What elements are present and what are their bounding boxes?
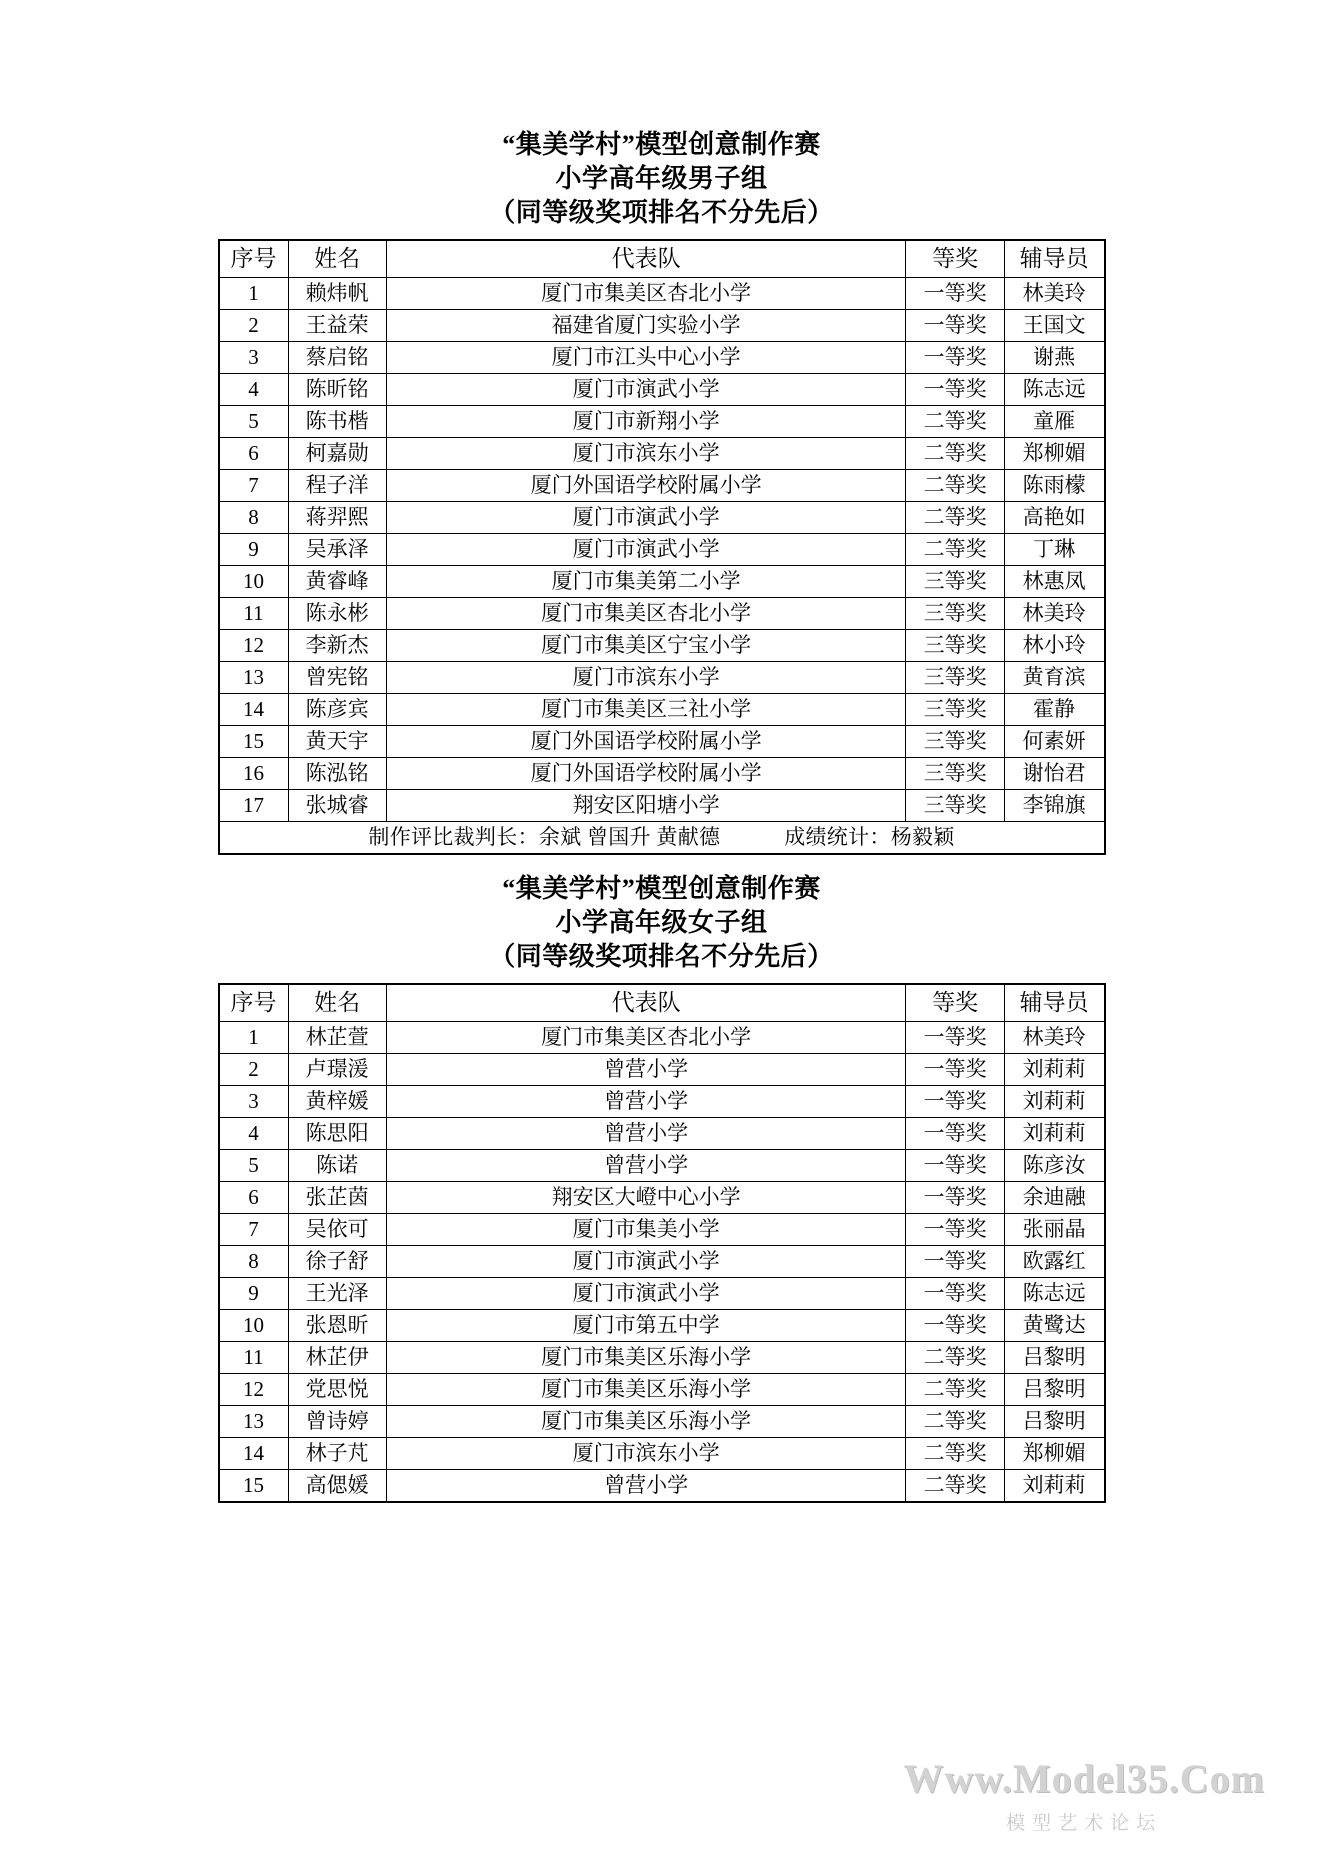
table-row xyxy=(219,1342,1105,1374)
cell-team: 厦门市集美区乐海小学 xyxy=(386,1406,906,1438)
table-row xyxy=(219,566,1105,598)
cell-award: 一等奖 xyxy=(906,1182,1004,1214)
column-header-name: 姓名 xyxy=(288,984,386,1022)
cell-award: 一等奖 xyxy=(906,1054,1004,1086)
cell-coach: 陈志远 xyxy=(1004,374,1104,406)
cell-name: 高偲媛 xyxy=(288,1470,386,1503)
cell-team: 厦门市滨东小学 xyxy=(386,1438,906,1470)
cell-award: 三等奖 xyxy=(906,790,1004,822)
cell-name: 张芷茵 xyxy=(288,1182,386,1214)
cell-name: 林芷伊 xyxy=(288,1342,386,1374)
cell-no: 15 xyxy=(219,726,289,758)
cell-award: 二等奖 xyxy=(906,1374,1004,1406)
cell-team: 翔安区大嶝中心小学 xyxy=(386,1182,906,1214)
table-row xyxy=(219,694,1105,726)
cell-award: 三等奖 xyxy=(906,630,1004,662)
cell-no: 3 xyxy=(219,342,289,374)
column-header-no: 序号 xyxy=(219,984,289,1022)
cell-team: 厦门市集美小学 xyxy=(386,1214,906,1246)
cell-coach: 黄育滨 xyxy=(1004,662,1104,694)
cell-award: 三等奖 xyxy=(906,566,1004,598)
judges-footnote: 制作评比裁判长：余斌 曾国升 黄献德 成绩统计：杨毅颖 xyxy=(219,822,1105,855)
table-row xyxy=(219,1246,1105,1278)
table-row xyxy=(219,470,1105,502)
table-row xyxy=(219,1438,1105,1470)
table-row xyxy=(219,1054,1105,1086)
cell-award: 二等奖 xyxy=(906,534,1004,566)
cell-coach: 吕黎明 xyxy=(1004,1342,1104,1374)
cell-team: 曾营小学 xyxy=(386,1054,906,1086)
cell-no: 12 xyxy=(219,630,289,662)
cell-coach: 童雁 xyxy=(1004,406,1104,438)
cell-name: 李新杰 xyxy=(288,630,386,662)
table-row xyxy=(219,1022,1105,1054)
table-header xyxy=(219,984,1105,1022)
table-row xyxy=(219,278,1105,310)
cell-team: 厦门市集美区杏北小学 xyxy=(386,1022,906,1054)
table-row xyxy=(219,406,1105,438)
cell-team: 厦门市集美区乐海小学 xyxy=(386,1374,906,1406)
table-header-row xyxy=(219,240,1105,278)
cell-award: 一等奖 xyxy=(906,1246,1004,1278)
cell-no: 2 xyxy=(219,1054,289,1086)
cell-name: 柯嘉勋 xyxy=(288,438,386,470)
cell-coach: 林小玲 xyxy=(1004,630,1104,662)
cell-award: 一等奖 xyxy=(906,310,1004,342)
cell-award: 一等奖 xyxy=(906,374,1004,406)
table-row xyxy=(219,342,1105,374)
cell-coach: 谢燕 xyxy=(1004,342,1104,374)
title-line-note: （同等级奖项排名不分先后） xyxy=(489,941,834,971)
title-line-event: “集美学村”模型创意制作赛 xyxy=(502,130,821,159)
cell-coach: 丁琳 xyxy=(1004,534,1104,566)
cell-no: 14 xyxy=(219,1438,289,1470)
cell-award: 三等奖 xyxy=(906,726,1004,758)
column-header-team: 代表队 xyxy=(386,240,906,278)
cell-coach: 陈彦汝 xyxy=(1004,1150,1104,1182)
cell-team: 厦门市集美区杏北小学 xyxy=(386,598,906,630)
cell-name: 陈昕铭 xyxy=(288,374,386,406)
table-row xyxy=(219,1182,1105,1214)
cell-name: 吴承泽 xyxy=(288,534,386,566)
cell-name: 赖炜帆 xyxy=(288,278,386,310)
cell-coach: 吕黎明 xyxy=(1004,1406,1104,1438)
cell-name: 王益荣 xyxy=(288,310,386,342)
cell-coach: 吕黎明 xyxy=(1004,1374,1104,1406)
cell-award: 三等奖 xyxy=(906,758,1004,790)
cell-coach: 林美玲 xyxy=(1004,278,1104,310)
cell-team: 翔安区阳塘小学 xyxy=(386,790,906,822)
cell-team: 厦门市滨东小学 xyxy=(386,438,906,470)
cell-no: 6 xyxy=(219,438,289,470)
watermark-url: Www.Model35.Com xyxy=(903,1756,1265,1801)
cell-coach: 刘莉莉 xyxy=(1004,1118,1104,1150)
cell-team: 厦门市江头中心小学 xyxy=(386,342,906,374)
table-row xyxy=(219,1086,1105,1118)
cell-team: 厦门市集美区乐海小学 xyxy=(386,1342,906,1374)
cell-name: 陈彦宾 xyxy=(288,694,386,726)
column-header-award: 等奖 xyxy=(906,984,1004,1022)
column-header-name: 姓名 xyxy=(288,240,386,278)
cell-no: 6 xyxy=(219,1182,289,1214)
cell-no: 7 xyxy=(219,470,289,502)
cell-team: 厦门市演武小学 xyxy=(386,374,906,406)
cell-team: 厦门外国语学校附属小学 xyxy=(386,470,906,502)
cell-coach: 黄鹭达 xyxy=(1004,1310,1104,1342)
cell-team: 厦门外国语学校附属小学 xyxy=(386,758,906,790)
watermark-subtitle: 模型艺术论坛 xyxy=(1006,1813,1163,1834)
award-table-boys xyxy=(218,239,1106,855)
cell-no: 9 xyxy=(219,534,289,566)
cell-coach: 郑柳媚 xyxy=(1004,1438,1104,1470)
cell-name: 陈诺 xyxy=(288,1150,386,1182)
section-title-block xyxy=(0,128,1323,229)
cell-name: 蔡启铭 xyxy=(288,342,386,374)
table-body xyxy=(219,1022,1105,1503)
cell-name: 林芷萱 xyxy=(288,1022,386,1054)
cell-coach: 高艳如 xyxy=(1004,502,1104,534)
cell-team: 厦门市演武小学 xyxy=(386,502,906,534)
cell-award: 二等奖 xyxy=(906,438,1004,470)
table-row xyxy=(219,502,1105,534)
table-row xyxy=(219,1214,1105,1246)
cell-name: 蒋羿熙 xyxy=(288,502,386,534)
cell-no: 15 xyxy=(219,1470,289,1503)
table-row xyxy=(219,310,1105,342)
cell-name: 张恩昕 xyxy=(288,1310,386,1342)
cell-coach: 何素妍 xyxy=(1004,726,1104,758)
table-row xyxy=(219,534,1105,566)
cell-award: 一等奖 xyxy=(906,278,1004,310)
table-row xyxy=(219,1118,1105,1150)
cell-team: 曾营小学 xyxy=(386,1118,906,1150)
cell-name: 林子芃 xyxy=(288,1438,386,1470)
cell-no: 16 xyxy=(219,758,289,790)
table-body xyxy=(219,278,1105,855)
column-header-coach: 辅导员 xyxy=(1004,240,1104,278)
cell-coach: 李锦旗 xyxy=(1004,790,1104,822)
table-row xyxy=(219,1278,1105,1310)
table-row xyxy=(219,1374,1105,1406)
cell-team: 厦门市滨东小学 xyxy=(386,662,906,694)
cell-award: 一等奖 xyxy=(906,342,1004,374)
cell-team: 厦门市演武小学 xyxy=(386,1278,906,1310)
cell-name: 曾诗婷 xyxy=(288,1406,386,1438)
cell-coach: 林美玲 xyxy=(1004,1022,1104,1054)
table-row xyxy=(219,598,1105,630)
cell-name: 陈书楷 xyxy=(288,406,386,438)
cell-team: 福建省厦门实验小学 xyxy=(386,310,906,342)
cell-award: 三等奖 xyxy=(906,598,1004,630)
cell-team: 曾营小学 xyxy=(386,1470,906,1503)
cell-name: 卢璟湲 xyxy=(288,1054,386,1086)
cell-no: 13 xyxy=(219,662,289,694)
cell-no: 14 xyxy=(219,694,289,726)
cell-no: 4 xyxy=(219,374,289,406)
cell-coach: 霍静 xyxy=(1004,694,1104,726)
cell-team: 厦门外国语学校附属小学 xyxy=(386,726,906,758)
cell-coach: 陈志远 xyxy=(1004,1278,1104,1310)
cell-coach: 刘莉莉 xyxy=(1004,1470,1104,1503)
cell-no: 4 xyxy=(219,1118,289,1150)
cell-name: 程子洋 xyxy=(288,470,386,502)
cell-name: 黄天宇 xyxy=(288,726,386,758)
award-section-girls xyxy=(0,872,1323,1503)
table-row xyxy=(219,1470,1105,1503)
table-header-row xyxy=(219,984,1105,1022)
cell-award: 三等奖 xyxy=(906,694,1004,726)
table-row xyxy=(219,374,1105,406)
cell-name: 张城睿 xyxy=(288,790,386,822)
cell-name: 王光泽 xyxy=(288,1278,386,1310)
cell-award: 一等奖 xyxy=(906,1214,1004,1246)
cell-team: 厦门市集美第二小学 xyxy=(386,566,906,598)
table-row xyxy=(219,662,1105,694)
cell-no: 13 xyxy=(219,1406,289,1438)
cell-name: 曾宪铭 xyxy=(288,662,386,694)
table-row xyxy=(219,758,1105,790)
cell-no: 5 xyxy=(219,406,289,438)
cell-award: 三等奖 xyxy=(906,662,1004,694)
cell-no: 8 xyxy=(219,502,289,534)
award-table-girls xyxy=(218,983,1106,1503)
table-row xyxy=(219,1310,1105,1342)
cell-coach: 张丽晶 xyxy=(1004,1214,1104,1246)
cell-no: 7 xyxy=(219,1214,289,1246)
cell-coach: 谢怡君 xyxy=(1004,758,1104,790)
cell-name: 黄梓媛 xyxy=(288,1086,386,1118)
cell-coach: 余迪融 xyxy=(1004,1182,1104,1214)
cell-award: 二等奖 xyxy=(906,470,1004,502)
cell-name: 徐子舒 xyxy=(288,1246,386,1278)
table-row xyxy=(219,630,1105,662)
column-header-coach: 辅导员 xyxy=(1004,984,1104,1022)
cell-award: 二等奖 xyxy=(906,1342,1004,1374)
cell-name: 陈泓铭 xyxy=(288,758,386,790)
cell-award: 一等奖 xyxy=(906,1086,1004,1118)
cell-team: 厦门市演武小学 xyxy=(386,534,906,566)
title-line-note: （同等级奖项排名不分先后） xyxy=(489,197,834,227)
table-header xyxy=(219,240,1105,278)
cell-team: 厦门市新翔小学 xyxy=(386,406,906,438)
cell-coach: 林美玲 xyxy=(1004,598,1104,630)
cell-coach: 郑柳媚 xyxy=(1004,438,1104,470)
cell-no: 8 xyxy=(219,1246,289,1278)
cell-award: 一等奖 xyxy=(906,1022,1004,1054)
cell-coach: 王国文 xyxy=(1004,310,1104,342)
table-row xyxy=(219,1150,1105,1182)
cell-award: 二等奖 xyxy=(906,1470,1004,1503)
table-row xyxy=(219,438,1105,470)
cell-no: 1 xyxy=(219,278,289,310)
title-line-event: “集美学村”模型创意制作赛 xyxy=(502,874,821,903)
table-row xyxy=(219,1406,1105,1438)
cell-name: 陈永彬 xyxy=(288,598,386,630)
title-line-group: 小学高年级女子组 xyxy=(555,907,768,937)
cell-award: 一等奖 xyxy=(906,1278,1004,1310)
cell-no: 17 xyxy=(219,790,289,822)
cell-coach: 林惠凤 xyxy=(1004,566,1104,598)
cell-award: 二等奖 xyxy=(906,502,1004,534)
cell-no: 10 xyxy=(219,1310,289,1342)
cell-team: 厦门市集美区宁宝小学 xyxy=(386,630,906,662)
cell-team: 厦门市演武小学 xyxy=(386,1246,906,1278)
site-watermark xyxy=(903,1755,1265,1835)
column-header-team: 代表队 xyxy=(386,984,906,1022)
cell-award: 一等奖 xyxy=(906,1118,1004,1150)
cell-no: 12 xyxy=(219,1374,289,1406)
column-header-no: 序号 xyxy=(219,240,289,278)
cell-no: 11 xyxy=(219,1342,289,1374)
cell-coach: 刘莉莉 xyxy=(1004,1054,1104,1086)
table-row xyxy=(219,790,1105,822)
cell-no: 10 xyxy=(219,566,289,598)
cell-name: 党思悦 xyxy=(288,1374,386,1406)
cell-team: 厦门市集美区杏北小学 xyxy=(386,278,906,310)
cell-no: 1 xyxy=(219,1022,289,1054)
cell-no: 9 xyxy=(219,1278,289,1310)
table-footnote-row xyxy=(219,822,1105,855)
award-section-boys xyxy=(0,128,1323,855)
cell-no: 5 xyxy=(219,1150,289,1182)
cell-no: 2 xyxy=(219,310,289,342)
cell-no: 11 xyxy=(219,598,289,630)
cell-no: 3 xyxy=(219,1086,289,1118)
section-title-block xyxy=(0,872,1323,973)
cell-team: 厦门市第五中学 xyxy=(386,1310,906,1342)
cell-coach: 刘莉莉 xyxy=(1004,1086,1104,1118)
cell-award: 二等奖 xyxy=(906,406,1004,438)
title-line-group: 小学高年级男子组 xyxy=(555,163,768,193)
cell-name: 陈思阳 xyxy=(288,1118,386,1150)
cell-team: 曾营小学 xyxy=(386,1086,906,1118)
cell-coach: 欧露红 xyxy=(1004,1246,1104,1278)
cell-coach: 陈雨檬 xyxy=(1004,470,1104,502)
cell-award: 二等奖 xyxy=(906,1406,1004,1438)
cell-name: 黄睿峰 xyxy=(288,566,386,598)
cell-name: 吴依可 xyxy=(288,1214,386,1246)
cell-award: 二等奖 xyxy=(906,1438,1004,1470)
cell-award: 一等奖 xyxy=(906,1310,1004,1342)
cell-team: 曾营小学 xyxy=(386,1150,906,1182)
cell-team: 厦门市集美区三社小学 xyxy=(386,694,906,726)
cell-award: 一等奖 xyxy=(906,1150,1004,1182)
table-row xyxy=(219,726,1105,758)
column-header-award: 等奖 xyxy=(906,240,1004,278)
